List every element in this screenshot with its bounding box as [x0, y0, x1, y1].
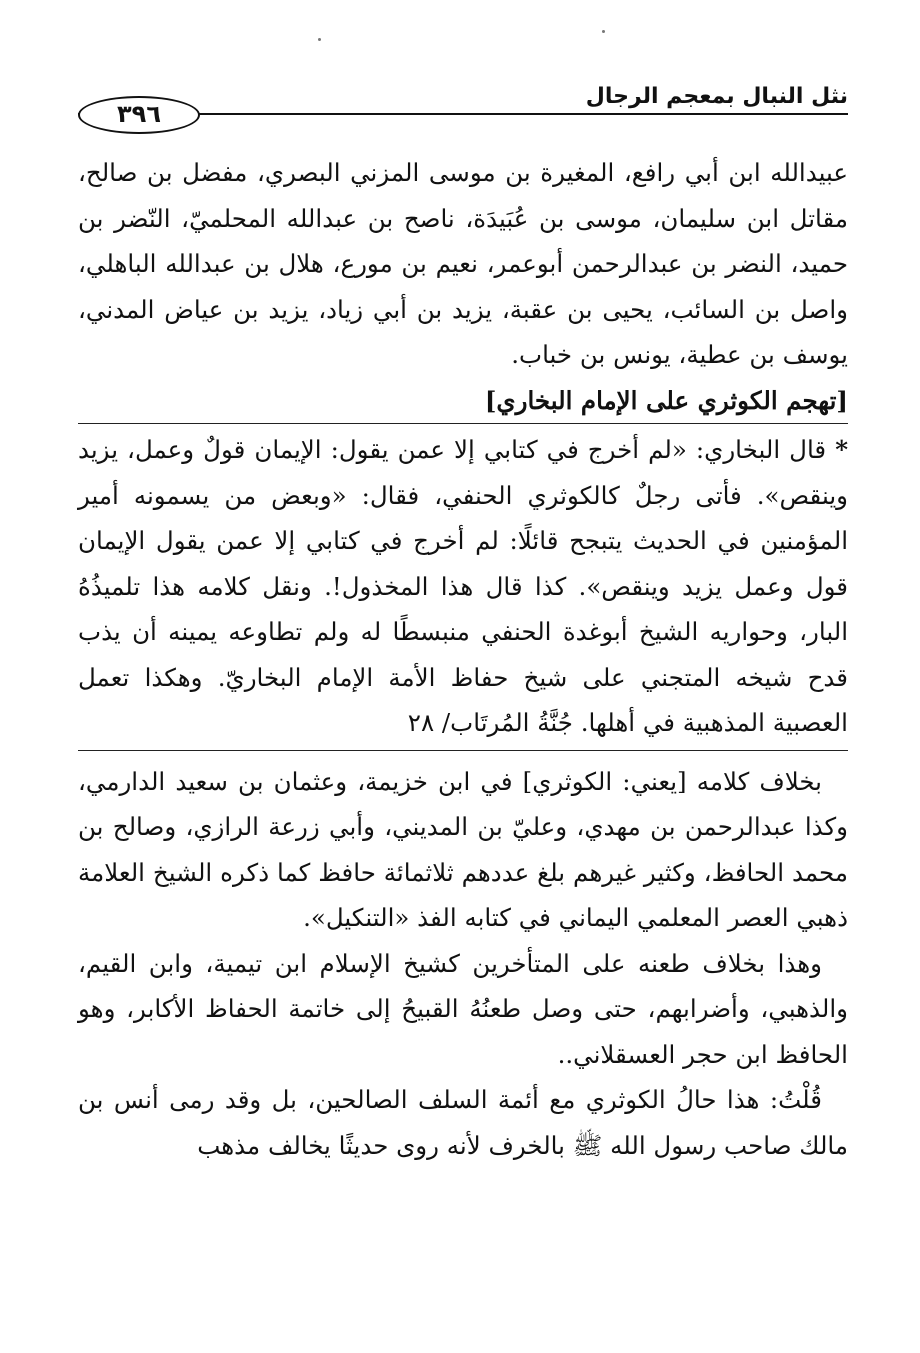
quote-text: قال البخاري: «لم أخرج في كتابي إلا عمن يقول: الإيمان قولٌ وعمل، يزيد وينقص». فأتى رجلٌ كالكوثري الحنفي، فقال: «وبعض من يسمونه أمير المؤمنين في الحديث يتبجح قائلًا: لم أخرج في كتابي إلا عمن يقول الإيمان قول وعمل يزيد وينقص». كذا قال هذا المخذول!. ونقل كلامه هذا تلميذُهُ البار، وحواريه الشيخ أبوغدة الحنفي منبسطًا له ولم تطاوعه يمينه أن يذب قدح شيخه المتجني على شيخ حفاظ الأمة الإمام البخاريّ. وهكذا تعمل العصبية المذهبية في أهلها. جُنَّةُ المُرتَاب/ ٢٨: [78, 435, 848, 737]
scan-speck: [602, 30, 605, 33]
quote-paragraph: [78, 427, 848, 746]
running-head: [78, 72, 848, 128]
paragraph-contrast: بخلاف كلامه [يعني: الكوثري] في ابن خزيمة، وعثمان بن سعيد الدارمي، وكذا عبدالرحمن بن مهدي، وعليّ بن المديني، وأبي زرعة الرازي، وصالح بن محمد الحافظ، وكثير غيرهم بلغ عددهم ثلاثمائة حافظ كما ذكره الشيخ العلامة ذهبي العصر المعلمي اليماني في كتابه الفذ «التنكيل».: [78, 766, 848, 932]
star-marker: *: [835, 435, 848, 464]
narrator-list-paragraph: عبيدالله ابن أبي رافع، المغيرة بن موسى المزني البصري، مفضل بن صالح، مقاتل ابن سليمان، موسى بن عُبَيدَة، ناصح بن عبدالله المحلميّ، النّضر بن حميد، النضر بن عبدالرحمن أبوعمر، نعيم بن مورع، هلال بن عبدالله الباهلي، واصل بن السائب، يحيى بن عقبة، يزيد بن أبي زياد، يزيد بن عياض المدني، يوسف بن عطية، يونس بن خباب.: [78, 158, 848, 369]
scan-speck: [318, 38, 321, 41]
book-title: نثل النبال بمعجم الرجال: [585, 84, 848, 109]
quoted-block: [78, 423, 848, 751]
page-body: [78, 150, 848, 1168]
paragraph-later-scholars: وهذا بخلاف طعنه على المتأخرين كشيخ الإسلام ابن تيمية، وابن القيم، والذهبي، وأضرابهم، حتى وصل طعنُهُ القبيحُ إلى خاتمة الحفاظ الأكابر، وهو الحافظ ابن حجر العسقلاني..: [78, 948, 848, 1069]
paragraph-author-note: قُلْتُ: هذا حالُ الكوثري مع أئمة السلف الصالحين، بل وقد رمى أنس بن مالك صاحب رسول الله ﷺ بالخرف لأنه روى حديثًا يخالف مذهب: [78, 1085, 848, 1160]
section-heading: [تهجم الكوثري على الإمام البخاري]: [484, 385, 848, 415]
page-number-oval: ٣٩٦: [78, 96, 200, 134]
